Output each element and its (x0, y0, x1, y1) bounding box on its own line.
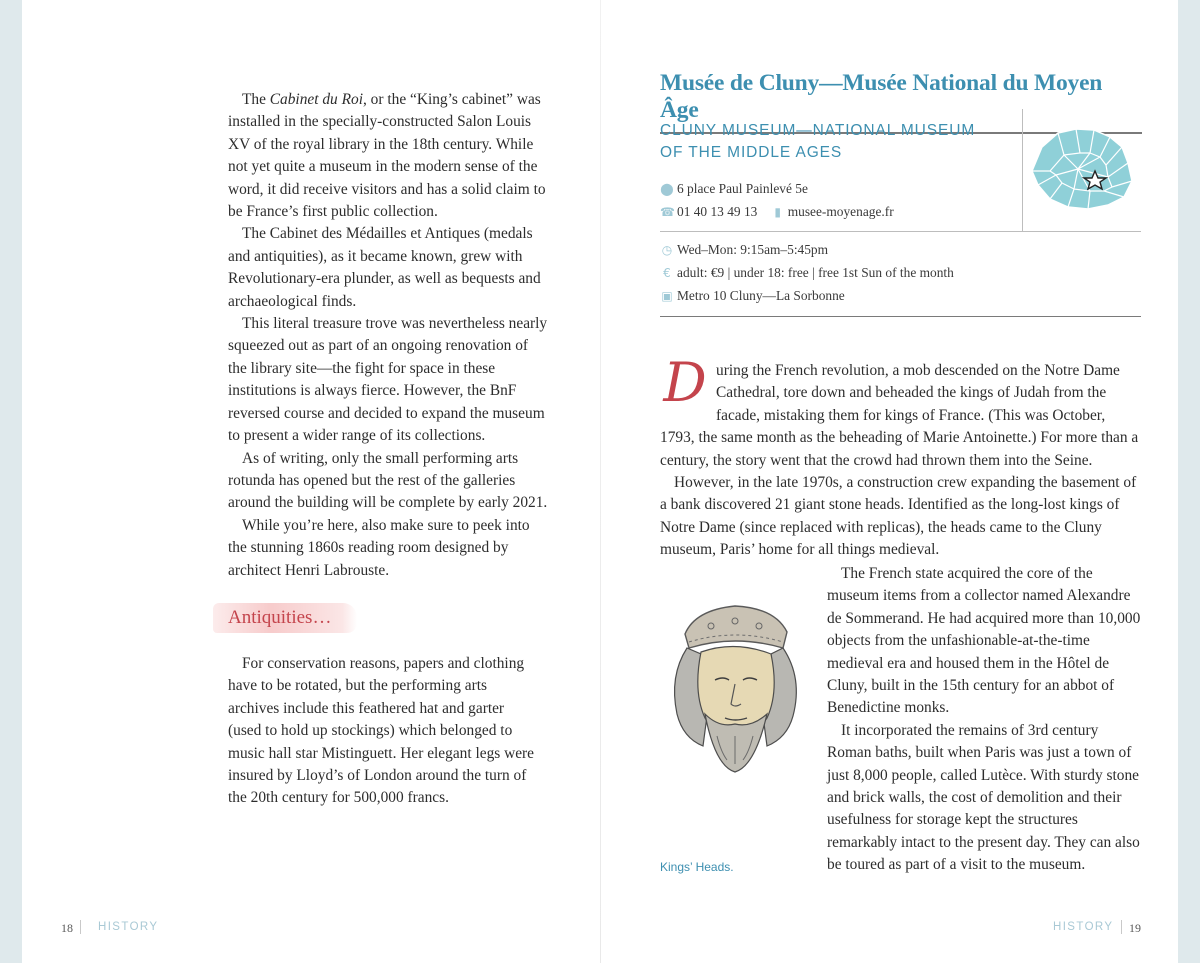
left-paragraph: This literal treasure trove was nevertheless nearly squeezed out as part of an ongoing renovation of the library site—the fight for space in these institutions is always fierce. However, the BnF reversed course and decided to expand the museum to present a wider range of its collections. (228, 315, 548, 445)
paris-map-star-icon (1028, 125, 1138, 215)
drop-cap: D (663, 351, 707, 414)
right-folio: 19 (1129, 921, 1141, 935)
clock-icon: ◷ (661, 243, 673, 257)
info-divider-vertical (1022, 109, 1023, 231)
euro-icon: € (663, 266, 671, 280)
contact-row (660, 203, 894, 221)
intro-paragraph (660, 351, 1142, 472)
paragraph-construction: However, in the late 1970s, a construction crew expanding the basement of a bank discovered 21 giant stone heads. Identified as the long-lost kings of Notre Dame (since replaced with replicas), the heads came to the Cluny museum, Paris’ home for all things medieval. (660, 474, 1137, 559)
paragraph-collection: The French state acquired the core of the museum items from a collector named Alexandre de Sommerand. He had acquired more than 10,000 objects from the unfashionable-at-the-time medieval era and housed them in the Hôtel de Cluny, built in the 15th century for an abbot of Benedictine monks. (827, 565, 1141, 717)
prices-row (660, 264, 954, 282)
right-folio-separator (1121, 920, 1122, 934)
hours-row (660, 241, 828, 259)
info-divider-horizontal (660, 231, 1141, 232)
museum-hours: Wed–Mon: 9:15am–5:45pm (677, 242, 829, 257)
antiquities-paragraph: For conservation reasons, papers and clothing have to be rotated, but the performing arts archives include this feathered hat and garter (used to hold up stockings) which belonged to music hall star Mistinguett. Her elegant legs were insured by Lloyd’s of London around the turn of the 20th century for 500,000 francs. (228, 655, 535, 807)
museum-info-box (660, 109, 1141, 317)
left-folio-separator (80, 920, 81, 934)
italic-term: Cabinet du Roi (269, 91, 363, 108)
left-paragraph: The Cabinet du Roi, or the “King’s cabinet” was installed in the specially-constructed Salon Louis XV of the royal library in the 18th century. While not yet quite a museum in the modern sense of the word, it did receive visitors and has a solid claim to be France’s first public collection. (228, 91, 546, 221)
left-paragraph: While you’re here, also make sure to peek into the stunning 1860s reading room designed by architect Henri Labrouste. (228, 516, 530, 579)
antiquities-text (228, 653, 538, 810)
museum-metro: Metro 10 Cluny—La Sorbonne (677, 288, 845, 303)
right-page-body (660, 351, 1142, 562)
metro-icon: ▣ (661, 289, 673, 303)
left-running-head: HISTORY (98, 921, 159, 933)
location-pin-icon: ⬤ (660, 182, 674, 196)
phone-icon: ☎ (660, 205, 675, 219)
kings-heads-illustration (655, 596, 813, 781)
left-page-body (228, 89, 550, 582)
address-row (660, 180, 808, 198)
museum-phone: 01 40 13 49 13 (677, 204, 758, 219)
museum-website[interactable]: musee-moyenage.fr (787, 204, 894, 219)
paragraph-roman-baths: It incorporated the remains of 3rd century Roman baths, built when Paris was just a town of just 8,000 people, called Lutèce. With sturdy stone and brick walls, the cost of demolition and their usefulness for storage kept the structures remarkably intact to the present day. They can also be toured as part of a visit to the museum. (827, 721, 1140, 874)
antiquities-heading: Antiquities… (213, 603, 357, 633)
left-folio: 18 (61, 921, 73, 935)
intro-text: uring the French revolution, a mob descended on the Notre Dame Cathedral, tore down and beheaded the kings of Judah from the facade, mistaking them for kings of France. (This was October, 1793, the same month as the beheading of Marie Antoinette.) For more than a century, the story went that the crowd had thrown them into the Seine. (660, 362, 1139, 469)
right-page-lower-body (827, 563, 1143, 877)
metro-row (660, 287, 845, 305)
bookmark-icon: ▮ (774, 205, 781, 219)
right-running-head: HISTORY (1053, 921, 1114, 933)
museum-prices: adult: €9 | under 18: free | free 1st Sun of the month (677, 265, 954, 280)
illustration-caption: Kings’ Heads. (660, 860, 734, 874)
left-paragraph: As of writing, only the small performing arts rotunda has opened but the rest of the galleries around the building will be complete by early 2021. (228, 449, 548, 512)
museum-address: 6 place Paul Painlevé 5e (677, 181, 808, 196)
museum-subtitle: CLUNY MUSEUM—NATIONAL MUSEUM OF THE MIDDLE AGES (660, 122, 976, 161)
page-gutter (600, 0, 601, 963)
left-paragraph: The Cabinet des Médailles et Antiques (medals and antiquities), as it became known, grew with Revolutionary-era plunder, as well as bequests and archaeological finds. (228, 225, 541, 310)
museum-title: Musée de Cluny—Musée National du Moyen Âge (660, 70, 1142, 134)
